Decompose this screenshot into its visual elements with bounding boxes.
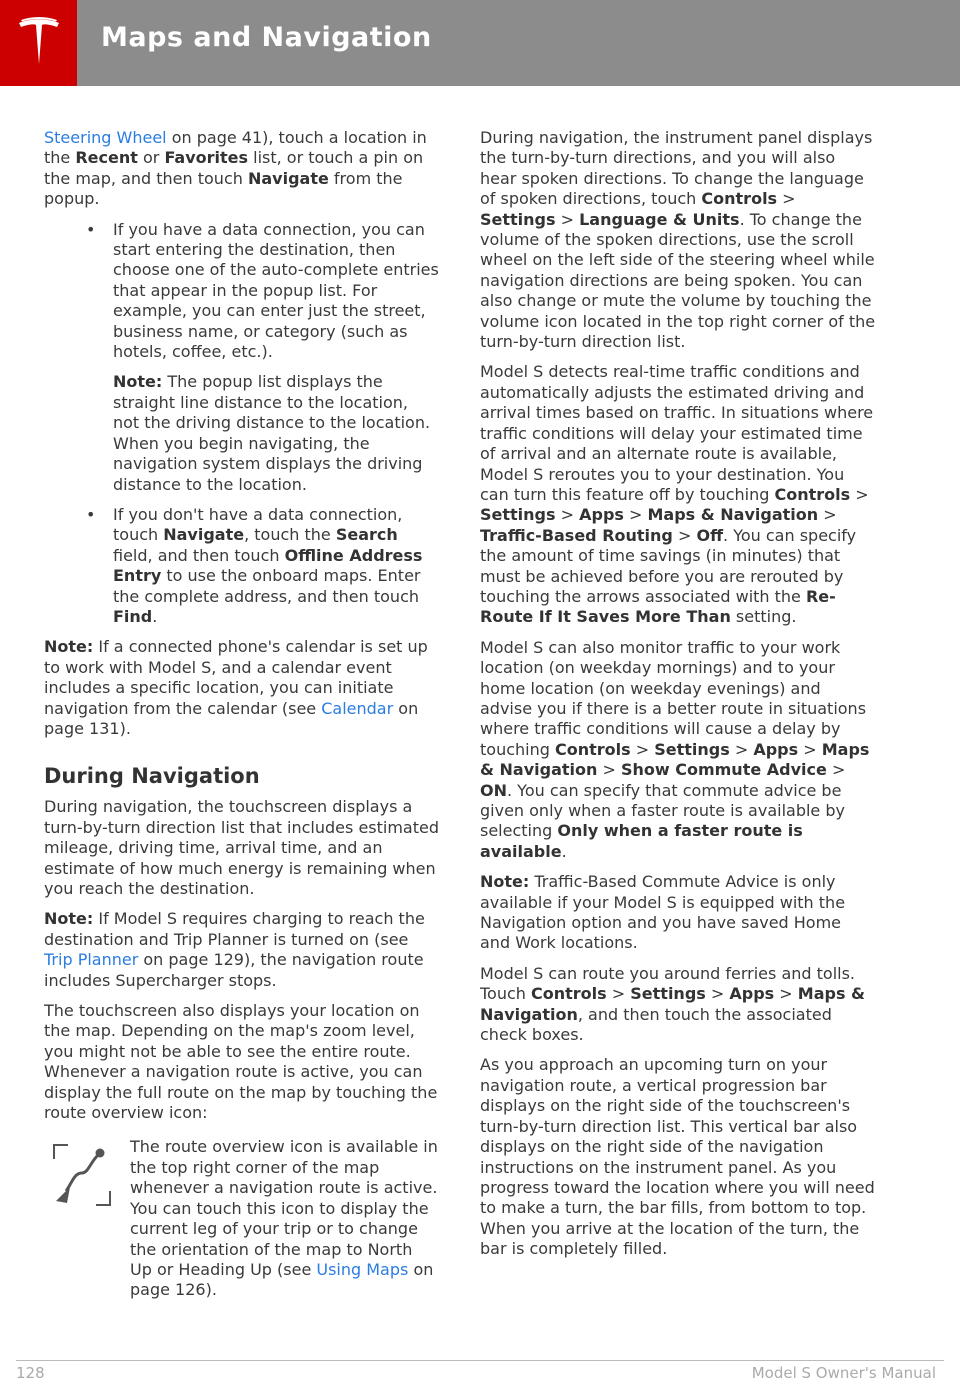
text: If a connected phone's calendar is set up to work with Model S, and a calendar event includes a specific location, you can initiate navigation from the calendar (see xyxy=(44,637,428,718)
note xyxy=(44,372,439,494)
settings-label: Settings xyxy=(630,984,706,1004)
text: The popup list displays the straight line distance to the location, not the driving distance to the location. When you begin navigating, the navigation system displays the driving distance to the location. xyxy=(113,372,431,494)
paragraph: The touchscreen also displays your location on the map. Depending on the map's zoom level, you might not be able to see the entire route. Whenever a navigation route is active, you can display the full route on the map by touching the route overview icon: xyxy=(44,1001,438,1123)
text: Model S can also monitor traffic to your work location (on weekday mornings) and to your home location (on weekday evenings) and advise you if there is a better route in situations where traffic conditions will cause a delay by touching xyxy=(480,637,867,759)
separator: > xyxy=(606,984,631,1004)
controls-label: Controls xyxy=(701,189,778,209)
separator: > xyxy=(623,505,648,525)
apps-label: Apps xyxy=(729,984,775,1004)
trip-planner-link[interactable]: Trip Planner xyxy=(44,950,139,970)
settings-label: Settings xyxy=(480,505,556,525)
text: list, or touch a pin on the map, and then touch xyxy=(44,148,424,188)
apps-label: Apps xyxy=(753,739,799,759)
settings-label: Settings xyxy=(654,739,730,759)
text: . To change the volume of the spoken directions, use the scroll wheel on the left side of the steering wheel while navigation directions are being spoken. You can also change or mute the volume by touching the volume icon located in the top right corner of the turn-by-turn direction list. xyxy=(480,209,876,352)
separator: > xyxy=(555,209,580,229)
note xyxy=(44,909,439,991)
text: on page 129), the navigation route includes Supercharger stops. xyxy=(44,950,424,990)
manual-title: Model S Owner's Manual xyxy=(751,1364,936,1382)
paragraph xyxy=(480,128,876,352)
reroute-setting-label: Re-Route If It Saves More Than xyxy=(480,586,836,627)
note xyxy=(480,872,876,954)
maps-navigation-label: Maps & Navigation xyxy=(480,984,865,1024)
left-column xyxy=(44,128,439,1301)
recent-label: Recent xyxy=(75,148,138,168)
text: Model S can route you around ferries and tolls. Touch xyxy=(480,963,856,1004)
note-label: Note: xyxy=(44,909,94,929)
paragraph: During navigation, the touchscreen displays a turn-by-turn direction list that includes estimated mileage, driving time, arrival time, and an estimate of how much energy is remaining when you reach the destination. xyxy=(44,797,439,898)
right-column xyxy=(480,128,876,1270)
separator: > xyxy=(850,484,869,504)
paragraph xyxy=(44,128,439,210)
separator: > xyxy=(630,739,655,759)
text: to use the onboard maps. Enter the complete address, and then touch xyxy=(113,566,421,606)
traffic-based-routing-label: Traffic-Based Routing xyxy=(480,525,673,545)
search-label: Search xyxy=(335,525,398,545)
on-label: ON xyxy=(480,780,507,800)
text: During navigation, the instrument panel displays the turn-by-turn directions, and you will also hear spoken directions. To change the language of spoken directions, touch xyxy=(480,128,873,209)
maps-navigation-label: Maps & Navigation xyxy=(647,505,819,525)
apps-label: Apps xyxy=(579,505,624,525)
text: If you don't have a data connection, touch xyxy=(113,504,403,545)
paragraph xyxy=(480,362,876,627)
route-overview-icon xyxy=(52,1143,112,1207)
separator: > xyxy=(672,525,697,545)
text: or xyxy=(137,148,165,168)
paragraph: As you approach an upcoming turn on your navigation route, a vertical progression bar displays on the right side of the touchscreen's turn-by-turn direction list. This vertical bar also displays on the right side of the navigation instructions on the instrument panel. As you progress toward the location where you will need to make a turn, the bar fills, from bottom to top. When you arrive at the location of the turn, the bar is completely filled. xyxy=(480,1055,875,1259)
list-item xyxy=(44,220,439,363)
off-label: Off xyxy=(696,525,724,545)
text: Model S detects real-time traffic conditions and automatically adjusts the estimated driving and arrival times based on traffic. In situations where traffic conditions will delay your estimated time of arrival and an alternate route is available, Model S reroutes you to your destination. You can turn this feature off by touching xyxy=(480,362,874,504)
text: If Model S requires charging to reach the destination and Trip Planner is turned on (see xyxy=(44,909,425,949)
find-label: Find xyxy=(113,606,153,626)
text: The route overview icon is available in the top right corner of the map whenever a navigation route is active. You can touch this icon to display the current leg of your trip or to change the orientation of the map to North Up or Heading Up (see xyxy=(130,1137,438,1279)
text: . xyxy=(561,841,567,861)
text: field, and then touch xyxy=(113,545,285,565)
navigate-label: Navigate xyxy=(163,525,245,545)
controls-label: Controls xyxy=(774,484,851,504)
text: . xyxy=(152,606,158,626)
maps-navigation-label: Maps & Navigation xyxy=(480,739,870,780)
text: on page 126). xyxy=(130,1259,434,1300)
text: Traffic-Based Commute Advice is only available if your Model S is equipped with the Navigation option and you have saved Home and Work locations. xyxy=(480,872,846,953)
favorites-label: Favorites xyxy=(164,148,249,168)
tesla-logo xyxy=(0,0,77,86)
route-overview-block xyxy=(44,1137,439,1300)
calendar-link[interactable]: Calendar xyxy=(321,698,394,718)
controls-label: Controls xyxy=(554,739,631,759)
text: . You can specify the amount of time savings (in minutes) that must be achieved before you are rerouted by touching the arrows associated with the xyxy=(480,525,857,606)
separator: > xyxy=(705,984,730,1004)
separator: > xyxy=(818,505,837,525)
page-number: 128 xyxy=(16,1364,45,1382)
text: on page 131). xyxy=(44,698,419,738)
note-label: Note: xyxy=(113,372,163,392)
tesla-logo-icon xyxy=(16,17,62,69)
bullet-icon: • xyxy=(86,504,96,524)
text: setting. xyxy=(730,607,797,627)
text: , and then touch the associated check boxes. xyxy=(480,1004,832,1045)
controls-label: Controls xyxy=(531,984,607,1004)
text: , touch the xyxy=(244,525,336,545)
page-header xyxy=(0,0,960,86)
separator: > xyxy=(777,189,796,209)
footer-divider xyxy=(16,1360,944,1361)
offline-address-entry-label: Offline Address Entry xyxy=(113,545,423,586)
separator: > xyxy=(555,505,580,525)
settings-label: Settings xyxy=(480,209,556,229)
paragraph xyxy=(480,964,876,1046)
separator: > xyxy=(729,739,754,759)
separator: > xyxy=(798,739,822,759)
section-heading: During Navigation xyxy=(44,764,260,789)
show-commute-advice-label: Show Commute Advice xyxy=(620,760,827,780)
bullet-icon: • xyxy=(86,219,96,239)
text: . You can specify that commute advice be given only when a faster route is available by selecting xyxy=(480,780,845,841)
language-units-label: Language & Units xyxy=(579,209,740,229)
navigate-label: Navigate xyxy=(247,168,329,188)
using-maps-link[interactable]: Using Maps xyxy=(316,1259,409,1279)
faster-route-option-label: Only when a faster route is available xyxy=(480,821,803,861)
separator: > xyxy=(826,760,846,780)
list-item xyxy=(44,505,439,627)
note-label: Note: xyxy=(44,637,94,657)
page-title: Maps and Navigation xyxy=(101,22,432,53)
steering-wheel-link[interactable]: Steering Wheel xyxy=(44,128,167,147)
text: on page 41), touch a location in the xyxy=(44,128,427,168)
note-label: Note: xyxy=(480,872,530,892)
text: If you have a data connection, you can start entering the destination, then choose one of the auto-complete entries that appear in the popup list. For example, you can enter just the street, business name, or category (such as hotels, coffee, etc.). xyxy=(113,219,439,362)
paragraph xyxy=(480,638,876,862)
text: from the popup. xyxy=(44,168,403,209)
separator: > xyxy=(774,984,798,1004)
note xyxy=(44,637,439,739)
separator: > xyxy=(597,760,621,780)
